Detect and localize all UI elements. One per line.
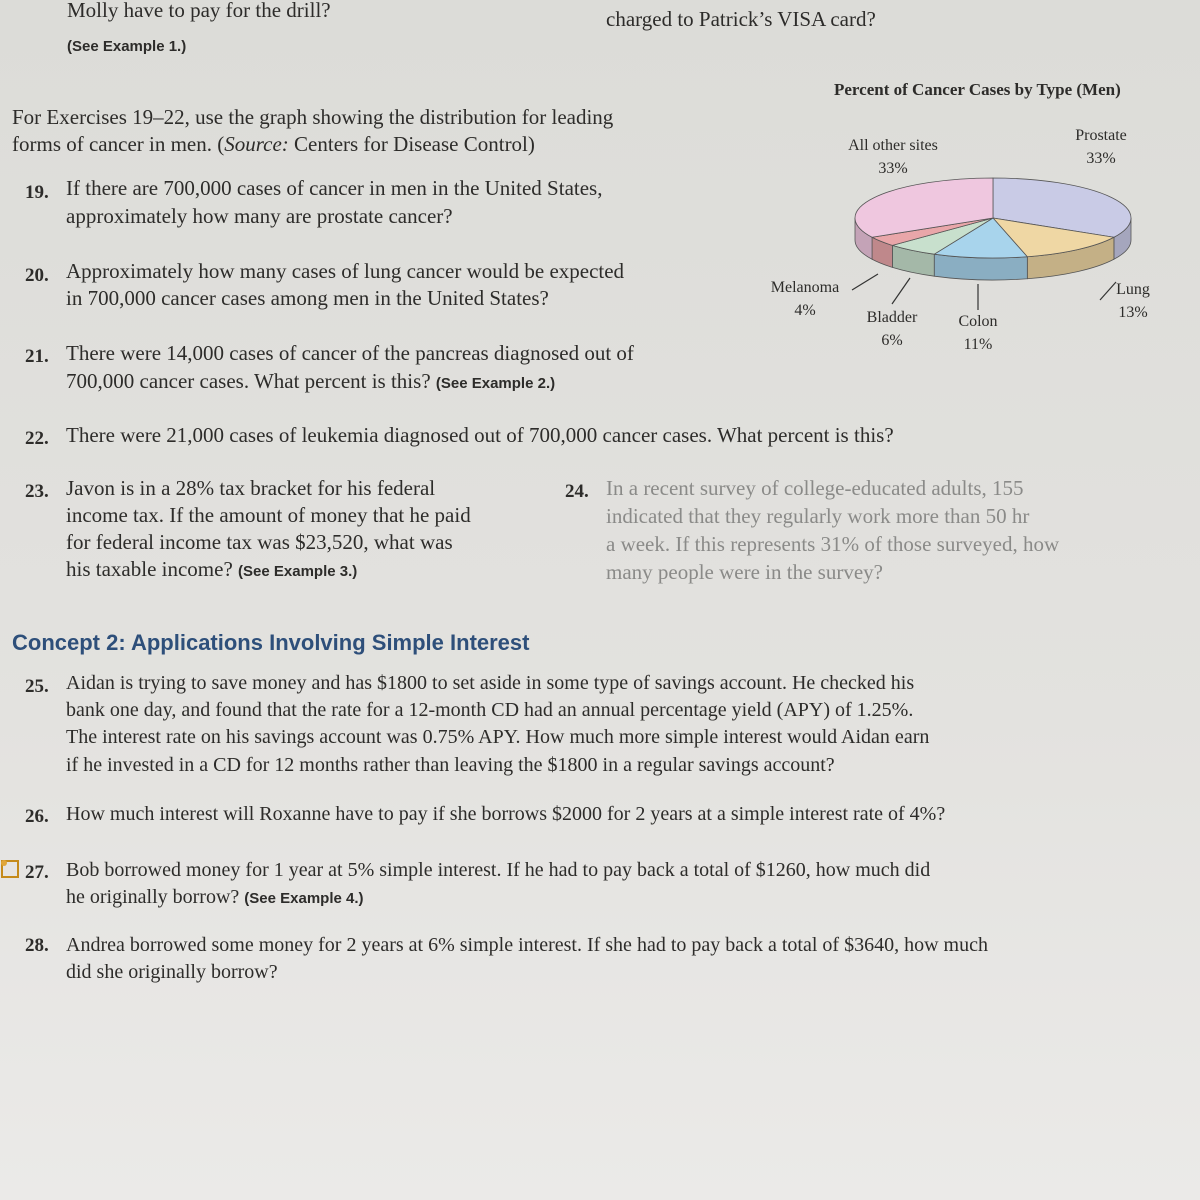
previous-exercise-line-right: charged to Patrick’s VISA card? xyxy=(606,7,876,31)
exercise-number: 25. xyxy=(25,676,49,697)
exercise-text: his taxable income? (See Example 3.) xyxy=(66,557,358,581)
slice-label: All other sites 33% xyxy=(848,137,938,177)
slice-label: Melanoma 4% xyxy=(770,279,840,319)
exercise-text: a week. If this represents 31% of those surveyed, how xyxy=(606,532,1060,556)
exercise-text: Bob borrowed money for 1 year at 5% simple interest. If he had to pay back a total of $1260, how much did xyxy=(66,859,931,881)
exercise-text: If there are 700,000 cases of cancer in men in the United States, xyxy=(66,176,603,200)
example-reference: (See Example 1.) xyxy=(67,38,187,55)
exercise-text: Andrea borrowed some money for 2 years at 6% simple interest. If she had to pay back a total of $3640, how much xyxy=(66,934,988,956)
chart-title: Percent of Cancer Cases by Type (Men) xyxy=(834,80,1121,99)
exercise-text: There were 21,000 cases of leukemia diagnosed out of 700,000 cancer cases. What percent is this? xyxy=(66,423,894,447)
exercise-text: income tax. If the amount of money that he paid xyxy=(66,503,471,527)
concept-heading: Concept 2: Applications Involving Simple Interest xyxy=(12,630,530,655)
intro-line-2: forms of cancer in men. (Source: Centers for Disease Control) xyxy=(12,132,535,156)
leader-line xyxy=(852,274,878,290)
leader-lines xyxy=(800,180,1200,340)
exercise-text: indicated that they regularly work more than 50 hr xyxy=(606,504,1030,528)
exercise-text: How much interest will Roxanne have to pay if she borrows $2000 for 2 years at a simple interest rate of 4%? xyxy=(66,803,946,825)
slice-label: Lung 13% xyxy=(1116,281,1150,321)
previous-exercise-line: Molly have to pay for the drill? xyxy=(67,0,331,22)
exercise-text: In a recent survey of college-educated adults, 155 xyxy=(606,476,1024,500)
intro-line-1: For Exercises 19–22, use the graph showing the distribution for leading xyxy=(12,105,614,129)
example-reference: (See Example 4.) xyxy=(244,890,364,907)
exercise-text: for federal income tax was $23,520, what was xyxy=(66,530,453,554)
exercise-text: Javon is in a 28% tax bracket for his federal xyxy=(66,476,436,500)
example-reference: (See Example 2.) xyxy=(435,375,556,392)
slice-label: Bladder 6% xyxy=(866,309,918,349)
exercise-text: 700,000 cancer cases. What percent is this? (See Example 2.) xyxy=(66,369,556,393)
exercise-number: 26. xyxy=(25,806,49,827)
exercise-text: The interest rate on his savings account was 0.75% APY. How much more simple interest would Aidan earn xyxy=(66,726,930,748)
calculator-icon xyxy=(0,858,22,880)
exercise-text: in 700,000 cancer cases among men in the United States? xyxy=(66,286,549,310)
slice-label: Colon 11% xyxy=(958,313,998,353)
exercise-number: 27. xyxy=(25,862,49,883)
exercise-number: 21. xyxy=(25,346,49,367)
exercise-text: did she originally borrow? xyxy=(66,961,278,983)
exercise-text: if he invested in a CD for 12 months rather than leaving the $1800 in a regular savings account? xyxy=(66,754,835,776)
example-reference: (See Example 3.) xyxy=(238,563,358,580)
exercise-text: bank one day, and found that the rate for a 12-month CD had an annual percentage yield (APY) of 1.25%. xyxy=(66,699,914,721)
exercise-number: 28. xyxy=(25,935,49,956)
exercise-number: 24. xyxy=(565,481,589,502)
leader-line xyxy=(892,278,910,304)
exercise-text: many people were in the survey? xyxy=(606,560,883,584)
exercise-text: Approximately how many cases of lung cancer would be expected xyxy=(66,259,625,283)
exercise-text: Aidan is trying to save money and has $1800 to set aside in some type of savings account. He checked his xyxy=(66,672,915,694)
exercise-text: approximately how many are prostate cancer? xyxy=(66,204,453,228)
leader-line xyxy=(1100,282,1116,300)
exercise-number: 19. xyxy=(25,182,49,203)
exercise-text: There were 14,000 cases of cancer of the pancreas diagnosed out of xyxy=(66,341,634,365)
exercise-number: 23. xyxy=(25,481,49,502)
exercise-text: he originally borrow? (See Example 4.) xyxy=(66,886,364,908)
slice-label: Prostate 33% xyxy=(1075,127,1127,167)
exercise-number: 22. xyxy=(25,428,49,449)
exercise-number: 20. xyxy=(25,265,49,286)
